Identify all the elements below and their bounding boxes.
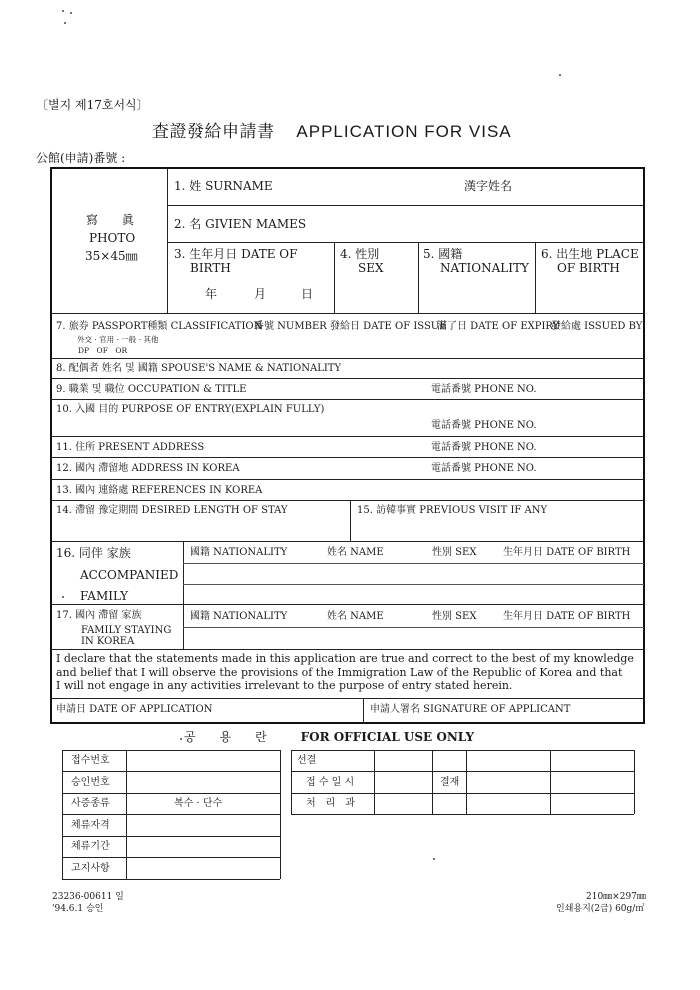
accompanied-family-label: 16. 同伴 家族	[56, 546, 131, 560]
purpose-label: 10. 入國 目的 PURPOSE OF ENTRY(EXPLAIN FULLY)	[56, 404, 325, 415]
surname-label: 1. 姓 SURNAME	[174, 179, 273, 193]
receipt-number-label: 접수번호	[71, 755, 110, 766]
photo-label-english: PHOTO	[89, 231, 136, 245]
declaration-line: I will not engage in any activities irrelevant to the purpose of entry stated herein.	[56, 679, 513, 692]
spouse-label: 8. 配偶者 姓名 및 國籍 SPOUSE'S NAME & NATIONALITY	[56, 363, 342, 374]
application-date-label: 申請日 DATE OF APPLICATION	[56, 704, 213, 715]
korea-address-phone-label: 電話番號 PHONE NO.	[431, 463, 537, 474]
given-names-label: 2. 名 GIVIEN MAMES	[174, 217, 307, 231]
scan-speck	[62, 10, 64, 12]
official-use-header-english: FOR OFFICIAL USE ONLY	[300, 730, 475, 744]
scan-speck	[70, 12, 72, 14]
office-number-label: 公館(申請)番號 :	[36, 151, 126, 165]
nationality-label-2: NATIONALITY	[440, 261, 529, 275]
chinese-name-label: 漢字姓名	[464, 179, 513, 193]
processing-dept-label: 처 리 과	[306, 798, 355, 809]
length-of-stay-label: 14. 滯留 豫定期間 DESIRED LENGTH OF STAY	[56, 505, 288, 516]
accompanied-name-header: 姓名 NAME	[327, 547, 384, 558]
dob-year: 年	[205, 287, 218, 301]
passport-expiry-date-label: 滿了日 DATE OF EXPIRY	[437, 321, 560, 332]
family-in-korea-label: 17. 國內 滯留 家族	[56, 610, 142, 621]
place-of-birth-label: 6. 出生地 PLACE	[541, 247, 639, 261]
declaration-line: I declare that the statements made in this application are true and correct to the best of my knowledge	[56, 652, 634, 665]
family-in-korea-label-3: IN KOREA	[81, 636, 135, 647]
passport-issued-by-label: 發給處 ISSUED BY	[551, 321, 643, 332]
dob-day: 日	[301, 287, 314, 301]
present-address-label: 11. 住所 PRESENT ADDRESS	[56, 442, 205, 453]
passport-number-label: 番號 NUMBER	[254, 321, 327, 332]
form-title-korean: 査證發給申請書	[152, 122, 275, 142]
family-in-korea-nationality-header: 國籍 NATIONALITY	[190, 611, 288, 622]
korea-address-label: 12. 國內 滯留地 ADDRESS IN KOREA	[56, 463, 240, 474]
accompanied-family-label-3: FAMILY	[80, 589, 129, 603]
declaration-line: and belief that I will observe the provisions of the Immigration Law of the Republic of Korea and that	[56, 665, 623, 679]
form-title	[152, 122, 512, 142]
photo-size: 35×45㎜	[85, 249, 138, 263]
scan-speck	[559, 74, 561, 76]
visa-type-label: 사증종류	[71, 798, 110, 809]
footer-paper-type: 인쇄용지(2급) 60g/㎡	[556, 904, 645, 914]
nationality-label: 5. 國籍	[423, 247, 463, 261]
accompanied-family-label-2: ACCOMPANIED	[80, 568, 179, 582]
place-of-birth-label-2: OF BIRTH	[557, 261, 620, 275]
period-of-stay-label: 체류기간	[71, 841, 110, 852]
passport-issue-date-label: 發給日 DATE OF ISSUE	[330, 321, 447, 332]
passport-types-english: DP OF OR	[78, 346, 128, 355]
selection-label: 선결	[297, 755, 317, 766]
official-use-header-korean: 공 용 란	[184, 730, 267, 744]
photo-label-korean: 寫 眞	[86, 213, 135, 227]
receipt-date-label: 접 수 일 시	[306, 777, 355, 788]
footer-form-code: 23236-00611 일	[52, 892, 124, 902]
scan-speck	[64, 22, 66, 24]
official-use-header	[184, 730, 474, 744]
declaration-text	[56, 652, 646, 693]
form-title-english: APPLICATION FOR VISA	[296, 122, 512, 141]
references-label: 13. 國內 連絡處 REFERENCES IN KOREA	[56, 485, 263, 496]
dob-label-2: BIRTH	[190, 261, 231, 275]
present-address-phone-label: 電話番號 PHONE NO.	[431, 442, 537, 453]
signature-label: 申請人署名 SIGNATURE OF APPLICANT	[370, 704, 571, 715]
family-in-korea-dob-header: 生年月日 DATE OF BIRTH	[503, 611, 631, 622]
visa-type-value: 복수 · 단수	[174, 798, 223, 809]
footer-approval-date: '94.6.1 승인	[52, 904, 104, 914]
dob-label: 3. 生年月日 DATE OF	[174, 247, 298, 261]
sex-label: 4. 性別	[340, 247, 380, 261]
dob-month: 月	[254, 287, 267, 301]
family-in-korea-sex-header: 性別 SEX	[432, 611, 477, 622]
accompanied-dob-header: 生年月日 DATE OF BIRTH	[503, 547, 631, 558]
occupation-phone-label: 電話番號 PHONE NO.	[431, 384, 537, 395]
form-code: 〔별지 제17호서식〕	[36, 98, 149, 112]
approval-label: 결재	[440, 777, 460, 788]
accompanied-nationality-header: 國籍 NATIONALITY	[190, 547, 288, 558]
passport-classification-label: 7. 旅券 PASSPORT種類 CLASSIFICATION	[56, 321, 263, 332]
notice-label: 고지사항	[71, 863, 110, 874]
accompanied-sex-header: 性別 SEX	[432, 547, 477, 558]
purpose-phone-label: 電話番號 PHONE NO.	[431, 420, 537, 431]
footer-paper-size: 210㎜×297㎜	[586, 892, 646, 902]
scan-speck	[180, 738, 182, 740]
status-of-stay-label: 체류자격	[71, 820, 110, 831]
previous-visit-label: 15. 訪韓事實 PREVIOUS VISIT IF ANY	[357, 505, 548, 516]
passport-types-korean: 外交 · 官用 · 一般 · 其他	[77, 335, 159, 344]
family-in-korea-label-2: FAMILY STAYING	[81, 625, 172, 636]
scan-speck	[433, 858, 435, 860]
sex-label-2: SEX	[358, 261, 384, 275]
occupation-label: 9. 職業 및 職位 OCCUPATION & TITLE	[56, 384, 247, 395]
scan-speck	[62, 596, 64, 598]
approval-number-label: 승인번호	[71, 777, 110, 788]
family-in-korea-name-header: 姓名 NAME	[327, 611, 384, 622]
